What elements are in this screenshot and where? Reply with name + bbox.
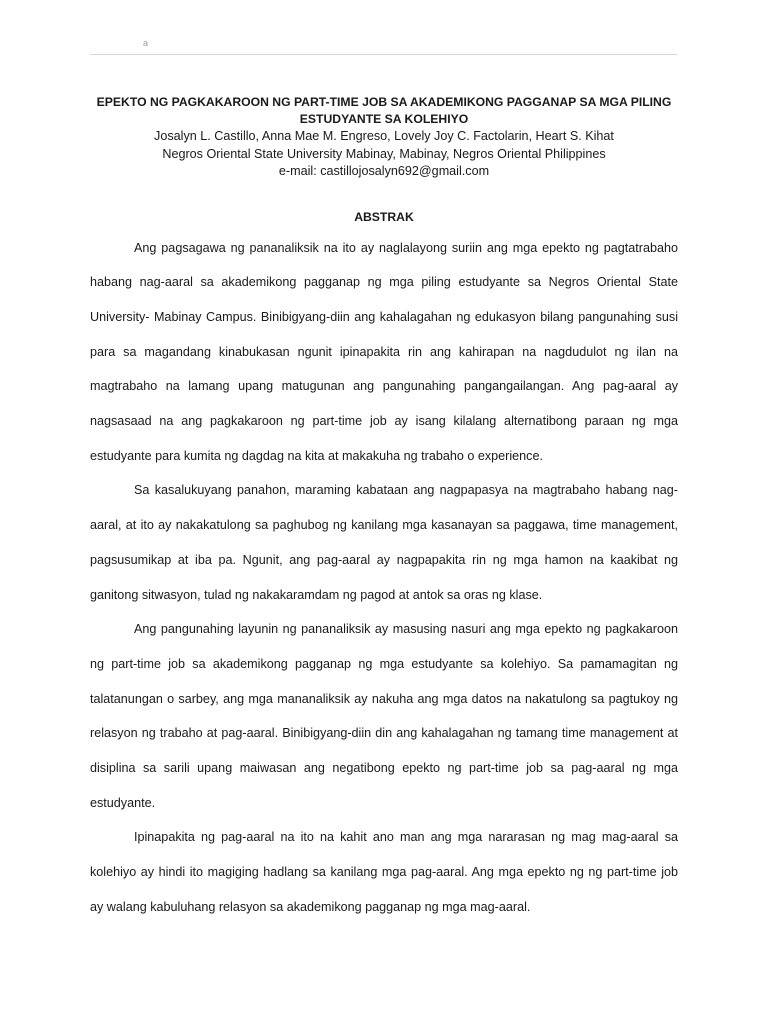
header-mark: a — [143, 38, 149, 48]
document-title-line-1: EPEKTO NG PAGKAKAROON NG PART-TIME JOB SA AKADEMIKONG PAGGANAP SA MGA PILING — [96, 95, 672, 109]
abstract-heading: ABSTRAK — [354, 209, 414, 224]
abstract-body — [90, 231, 678, 925]
affiliation: Negros Oriental State University Mabinay, Mabinay, Negros Oriental Philippines — [162, 146, 606, 161]
abstract-paragraph: Ang pangunahing layunin ng pananaliksik ay masusing nasuri ang mga epekto ng pagkakaroon ng part-time job sa akademikong pagganap ng mga estudyante sa kolehiyo. Sa pamamagitan ng talatanungan o sarbey, ang mga mananaliksik ay nakuha ang mga datos na nakatulong sa pagtukoy ng relasyon ng trabaho at pag-aaral. Binibigyang-diin din ang kahalagahan ng tamang time management at disiplina sa sarili upang maiwasan ang negatibong epekto ng part-time job sa pag-aaral ng mga estudyante. — [90, 622, 678, 810]
document-title-line-2: ESTUDYANTE SA KOLEHIYO — [299, 112, 469, 126]
email: e-mail: castillojosalyn692@gmail.com — [278, 164, 490, 178]
abstract-paragraph: Ang pagsagawa ng pananaliksik na ito ay naglalayong suriin ang mga epekto ng pagtatrabaho habang nag-aaral sa akademikong pagganap ng mga piling estudyante sa Negros Oriental State University- Mabinay Campus. Binibigyang-diin ang kahalagahan ng edukasyon bilang pangunahing susi para sa magandang kinabukasan ngunit ipinapakita rin ang kahirapan na nagdudulot ng ilan na magtrabaho na lamang upang matugunan ang pangunahing pangangailangan. Ang pag-aaral ay nagsasaad na ang pagkakaroon ng part-time job ay isang kilalang alternatibong paraan ng mga estudyante para kumita ng dagdag na kita at makakuha ng trabaho o experience. — [90, 240, 678, 463]
abstract-paragraph: Ipinapakita ng pag-aaral na ito na kahit ano man ang mga nararasan ng mag mag-aaral sa kolehiyo ay hindi ito magiging hadlang sa kanilang mga pag-aaral. Ang mga epekto ng ng part-time job ay walang kabuluhang relasyon sa akademikong pagganap ng mga mag-aaral. — [90, 830, 678, 914]
document-page — [90, 94, 678, 925]
authors: Josalyn L. Castillo, Anna Mae M. Engreso, Lovely Joy C. Factolarin, Heart S. Kihat — [154, 129, 614, 143]
abstract-paragraph: Sa kasalukuyang panahon, maraming kabataan ang nagpapasya na magtrabaho habang nag-aaral, at ito ay nakakatulong sa paghubog ng kanilang mga kasanayan sa paggawa, time management, pagsusumikap at iba pa. Ngunit, ang pag-aaral ay nagpapakita rin ng mga hamon na kaakibat ng ganitong sitwasyon, tulad ng nakakaramdam ng pagod at antok sa oras ng klase. — [90, 483, 678, 602]
header-rule — [90, 54, 677, 55]
